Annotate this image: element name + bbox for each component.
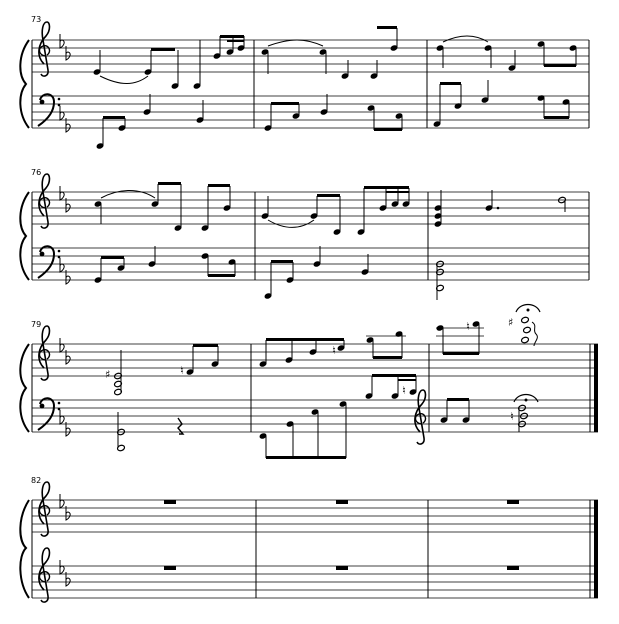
system-1 — [20, 15, 589, 150]
whole-rest-icon — [507, 500, 519, 504]
whole-rests — [164, 500, 519, 570]
final-barline-thick — [594, 500, 598, 598]
notes-bass — [96, 80, 571, 150]
treble-staff — [32, 192, 589, 224]
flat-icon — [60, 338, 64, 352]
arpeggio-mark — [532, 322, 537, 346]
measure-number: 73 — [31, 15, 42, 24]
whole-rest-icon — [507, 566, 519, 570]
bass-clef-icon — [38, 398, 60, 430]
whole-rest-icon — [164, 500, 176, 504]
bass-clef-icon — [38, 246, 60, 278]
treble-clef-icon — [39, 548, 50, 602]
treble-staff-lower — [32, 566, 598, 598]
flat-icon — [60, 186, 64, 200]
brace — [20, 40, 29, 128]
measure-number: 76 — [31, 168, 42, 177]
measure-number: 82 — [31, 476, 42, 485]
treble-clef-icon — [39, 22, 50, 76]
treble-staff-upper — [32, 500, 598, 532]
system-3 — [20, 305, 598, 460]
whole-rest-icon — [336, 500, 348, 504]
flat-icon — [60, 258, 64, 272]
flat-icon — [60, 34, 64, 48]
notes-treble — [105, 305, 540, 396]
system-4 — [20, 476, 598, 602]
svg-text:♮: ♮ — [402, 384, 406, 397]
brace — [20, 344, 29, 432]
svg-text:♮: ♮ — [466, 320, 470, 333]
system-2 — [20, 168, 589, 300]
svg-text:♯: ♯ — [105, 368, 111, 381]
notes-treble — [94, 182, 567, 236]
treble-staff — [32, 344, 598, 376]
bass-staff — [32, 248, 589, 280]
notes-bass — [117, 374, 538, 459]
bass-staff — [32, 96, 589, 128]
whole-rest-icon — [164, 566, 176, 570]
bass-clef-icon — [38, 94, 60, 126]
whole-rest-icon — [336, 566, 348, 570]
svg-text:♮: ♮ — [332, 344, 336, 357]
svg-text:♮: ♮ — [180, 364, 184, 377]
treble-staff — [32, 40, 589, 72]
notes-bass — [94, 246, 445, 300]
treble-clef-icon — [415, 390, 426, 444]
brace — [20, 192, 29, 280]
final-barline-thick — [594, 344, 598, 432]
svg-text:♯: ♯ — [508, 316, 514, 329]
flat-icon — [60, 494, 64, 508]
flat-icon — [60, 410, 64, 424]
measure-number: 79 — [31, 320, 42, 329]
notes-treble — [93, 26, 578, 90]
flat-icon — [60, 106, 64, 120]
treble-clef-icon — [39, 482, 50, 536]
brace — [20, 500, 29, 598]
treble-clef-icon — [39, 326, 50, 380]
flat-icon — [60, 560, 64, 574]
treble-clef-icon — [39, 174, 50, 228]
svg-text:♮: ♮ — [510, 410, 514, 423]
